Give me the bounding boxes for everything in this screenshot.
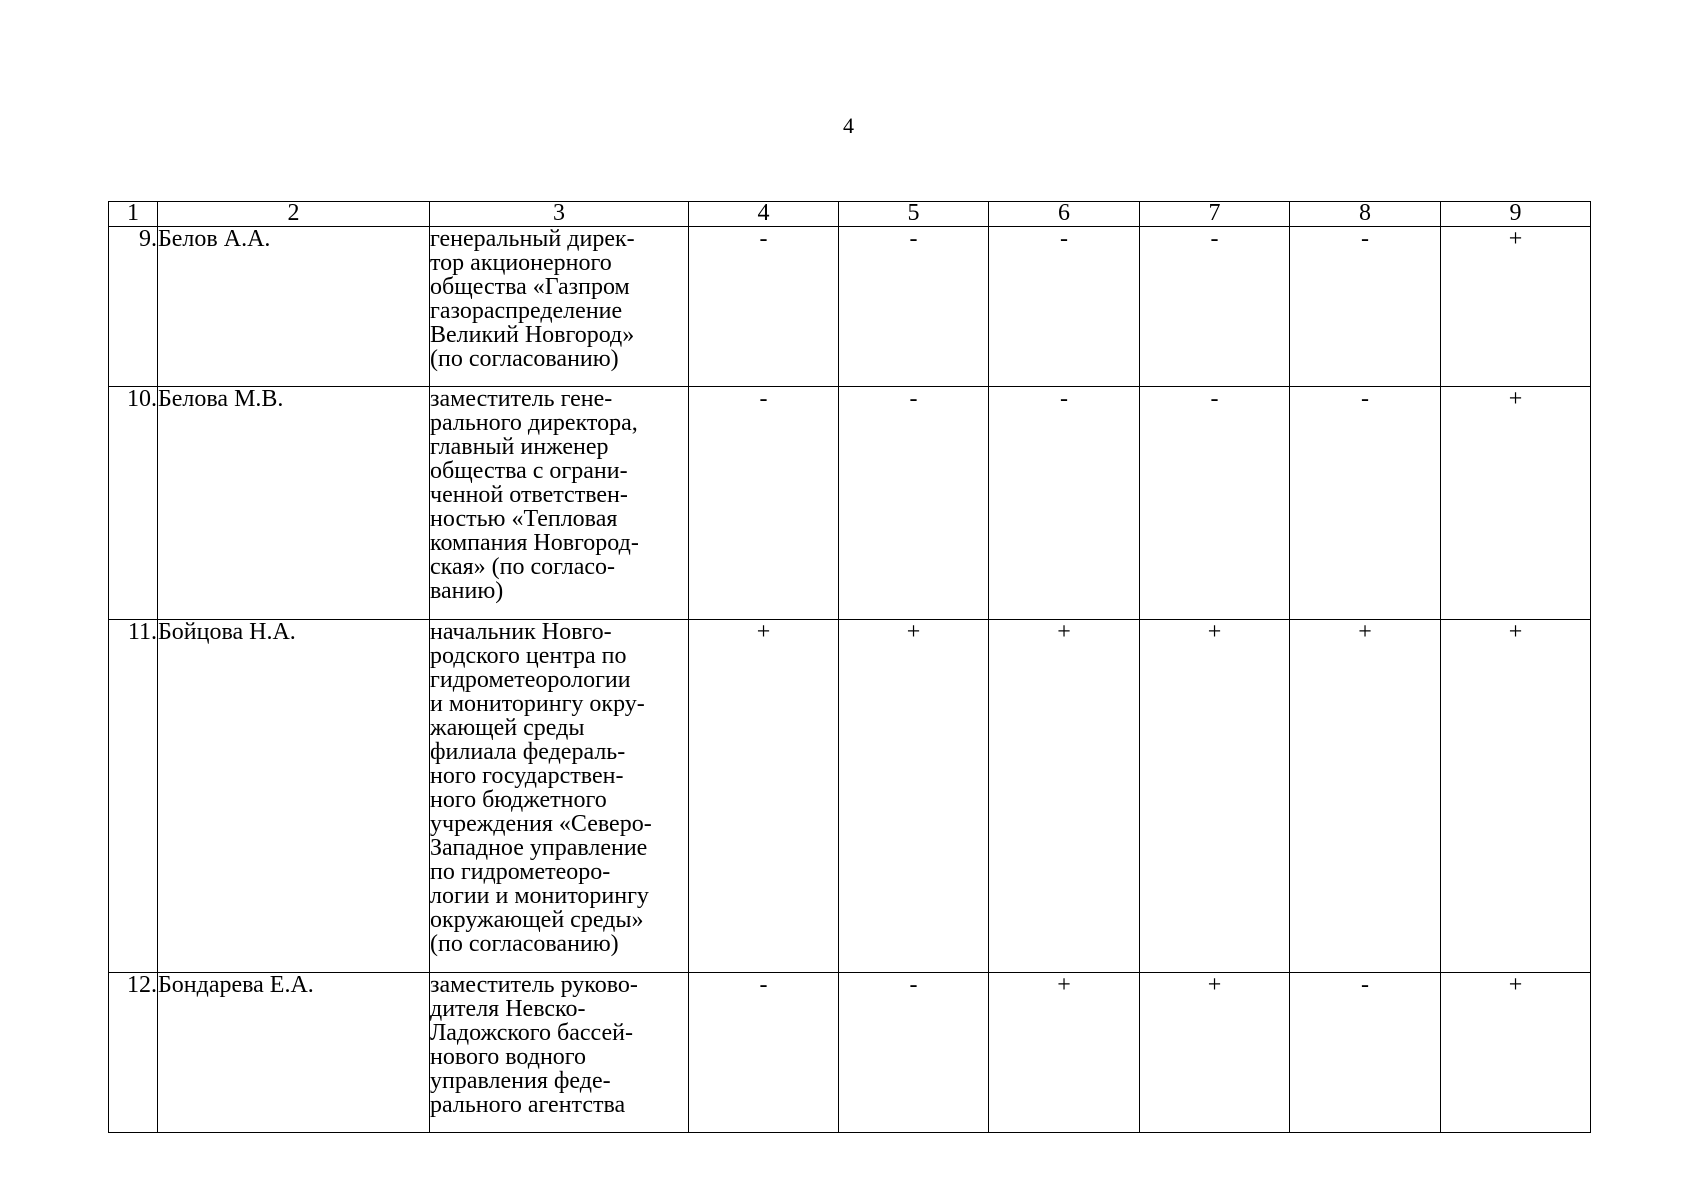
position-line: газораспределение bbox=[430, 298, 623, 324]
position-line: рального агентства bbox=[430, 1092, 626, 1118]
position-line: логии и мониторингу bbox=[430, 883, 649, 909]
participation-mark: - bbox=[689, 227, 839, 387]
participation-mark: - bbox=[1290, 387, 1441, 620]
position-line: (по согласованию) bbox=[430, 931, 619, 957]
position-line: ного государствен- bbox=[430, 763, 624, 789]
position-line: Великий Новгород» bbox=[430, 322, 635, 348]
position-line: родского центра по bbox=[430, 643, 627, 669]
table-row bbox=[109, 387, 1591, 620]
column-header: 5 bbox=[839, 202, 989, 227]
column-header: 2 bbox=[158, 202, 430, 227]
participation-mark: - bbox=[989, 227, 1140, 387]
participation-mark: - bbox=[689, 387, 839, 620]
position-line: ская» (по согласо- bbox=[430, 554, 616, 580]
person-position bbox=[430, 387, 689, 620]
position-line: главный инженер bbox=[430, 434, 609, 460]
person-name: Бойцова Н.А. bbox=[158, 620, 430, 973]
participation-mark: - bbox=[1290, 973, 1441, 1133]
participation-mark: + bbox=[1290, 620, 1441, 973]
position-line: ностью «Тепловая bbox=[430, 506, 618, 532]
position-line: (по согласованию) bbox=[430, 346, 619, 372]
person-name: Белова М.В. bbox=[158, 387, 430, 620]
person-position bbox=[430, 973, 689, 1133]
participation-mark: + bbox=[1140, 973, 1290, 1133]
row-number: 10. bbox=[109, 387, 158, 620]
participation-mark: - bbox=[689, 973, 839, 1133]
position-line: окружающей среды» bbox=[430, 907, 644, 933]
row-number: 9. bbox=[109, 227, 158, 387]
person-name: Белов А.А. bbox=[158, 227, 430, 387]
position-line: заместитель гене- bbox=[430, 386, 613, 412]
position-line: тор акционерного bbox=[430, 250, 612, 276]
position-line: управления феде- bbox=[430, 1068, 611, 1094]
table-row bbox=[109, 620, 1591, 973]
participation-mark: + bbox=[1441, 227, 1591, 387]
participation-mark: - bbox=[1140, 387, 1290, 620]
participation-mark: - bbox=[989, 387, 1140, 620]
position-line: генеральный дирек- bbox=[430, 226, 635, 252]
position-line: ного бюджетного bbox=[430, 787, 607, 813]
position-line: учреждения «Северо- bbox=[430, 811, 652, 837]
person-position bbox=[430, 620, 689, 973]
table-row bbox=[109, 227, 1591, 387]
position-line: и мониторингу окру- bbox=[430, 691, 645, 717]
position-line: рального директора, bbox=[430, 410, 638, 436]
participation-mark: - bbox=[839, 227, 989, 387]
participation-mark: - bbox=[839, 973, 989, 1133]
person-position bbox=[430, 227, 689, 387]
position-line: жающей среды bbox=[430, 715, 585, 741]
position-line: компания Новгород- bbox=[430, 530, 639, 556]
column-header: 4 bbox=[689, 202, 839, 227]
position-line: филиала федераль- bbox=[430, 739, 626, 765]
header-row bbox=[109, 202, 1591, 227]
column-header: 8 bbox=[1290, 202, 1441, 227]
participation-mark: - bbox=[839, 387, 989, 620]
position-line: Западное управление bbox=[430, 835, 648, 861]
row-number: 11. bbox=[109, 620, 158, 973]
position-line: ченной ответствен- bbox=[430, 482, 628, 508]
position-line: нового водного bbox=[430, 1044, 587, 1070]
position-line: общества «Газпром bbox=[430, 274, 630, 300]
column-header: 9 bbox=[1441, 202, 1591, 227]
participation-mark: + bbox=[1441, 620, 1591, 973]
column-header: 6 bbox=[989, 202, 1140, 227]
table-row bbox=[109, 973, 1591, 1133]
position-line: дителя Невско- bbox=[430, 996, 586, 1022]
participation-mark: + bbox=[839, 620, 989, 973]
participation-mark: + bbox=[1140, 620, 1290, 973]
participation-mark: + bbox=[1441, 387, 1591, 620]
position-line: начальник Новго- bbox=[430, 619, 612, 645]
participation-mark: - bbox=[1140, 227, 1290, 387]
column-header: 3 bbox=[430, 202, 689, 227]
row-number: 12. bbox=[109, 973, 158, 1133]
participation-mark: + bbox=[989, 620, 1140, 973]
person-name: Бондарева Е.А. bbox=[158, 973, 430, 1133]
position-line: Ладожского бассей- bbox=[430, 1020, 633, 1046]
position-line: по гидрометеоро- bbox=[430, 859, 611, 885]
participation-mark: + bbox=[989, 973, 1140, 1133]
position-line: общества с ограни- bbox=[430, 458, 628, 484]
participation-mark: + bbox=[1441, 973, 1591, 1133]
position-line: гидрометеорологии bbox=[430, 667, 631, 693]
position-line: заместитель руково- bbox=[430, 972, 638, 998]
participation-mark: + bbox=[689, 620, 839, 973]
participation-mark: - bbox=[1290, 227, 1441, 387]
position-line: ванию) bbox=[430, 578, 504, 604]
page-number: 4 bbox=[843, 113, 854, 138]
document-table bbox=[108, 201, 1591, 1133]
column-header: 7 bbox=[1140, 202, 1290, 227]
column-header: 1 bbox=[109, 202, 158, 227]
